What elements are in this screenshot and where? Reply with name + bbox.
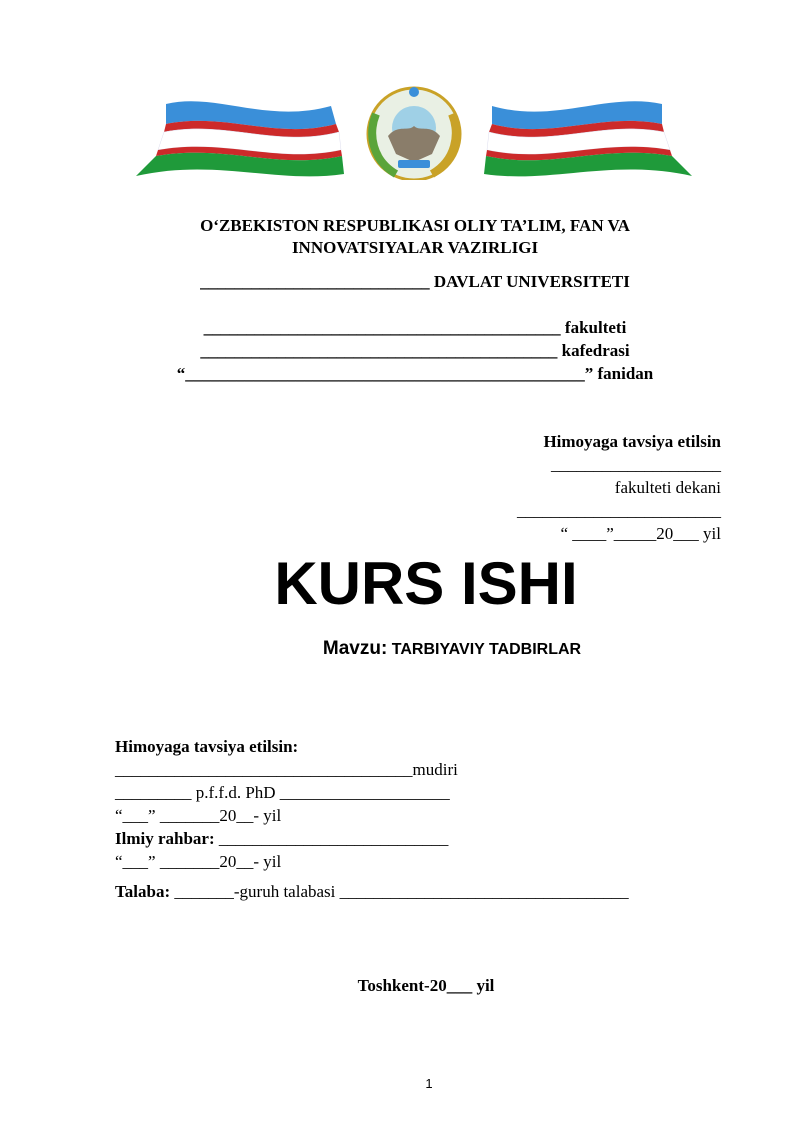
right-flag-icon (484, 101, 692, 176)
uzbekistan-emblem-icon (136, 84, 692, 180)
topic-value: TARBIYAVIY TADBIRLAR (391, 641, 582, 658)
faculty-line: __________________________________________ fakulteti (203, 318, 627, 337)
approval-top-title: Himoyaga tavsiya etilsin (543, 432, 721, 451)
state-emblem-icon (368, 87, 460, 180)
department-line: __________________________________________ kafedrasi (200, 341, 630, 360)
approval-top-line-2: ________________________ (517, 501, 721, 520)
university-line: ___________________________ DAVLAT UNIVERSITETI (200, 272, 630, 291)
advisor-label: Ilmiy rahbar: (115, 829, 215, 848)
approval-top-line-1: ____________________ (551, 455, 721, 474)
page-number: 1 (425, 1076, 433, 1091)
advisor-row (115, 829, 448, 849)
advisor-line: ___________________________ (214, 829, 449, 848)
head-line: ___________________________________mudiri (115, 760, 458, 779)
student-row (115, 882, 629, 902)
left-flag-icon (136, 101, 344, 176)
ministry-line-2: INNOVATSIYALAR VAZIRLIGI (291, 238, 539, 257)
approval-bottom-title: Himoyaga tavsiya etilsin: (115, 737, 299, 756)
student-label: Talaba: (115, 882, 171, 901)
student-line: _______-guruh talabasi __________________________________ (170, 882, 629, 901)
approval-date-2: “___” _______20__- yil (115, 852, 282, 871)
topic-line (0, 638, 800, 660)
city-year: Toshkent-20___ yil (357, 976, 495, 995)
approval-date-1: “___” _______20__- yil (115, 806, 282, 825)
subject-line: “_______________________________________________” fanidan (176, 364, 654, 383)
approval-top-date: “ ____”_____20___ yil (560, 524, 721, 543)
main-title: KURS ISHI (274, 550, 578, 617)
dean-label: fakulteti dekani (614, 478, 721, 497)
ministry-line-1: O‘ZBEKISTON RESPUBLIKASI OLIY TA’LIM, FAN VA (200, 216, 630, 235)
topic-label: Mavzu: (322, 638, 388, 659)
phd-line: _________ p.f.f.d. PhD ____________________ (115, 783, 450, 802)
